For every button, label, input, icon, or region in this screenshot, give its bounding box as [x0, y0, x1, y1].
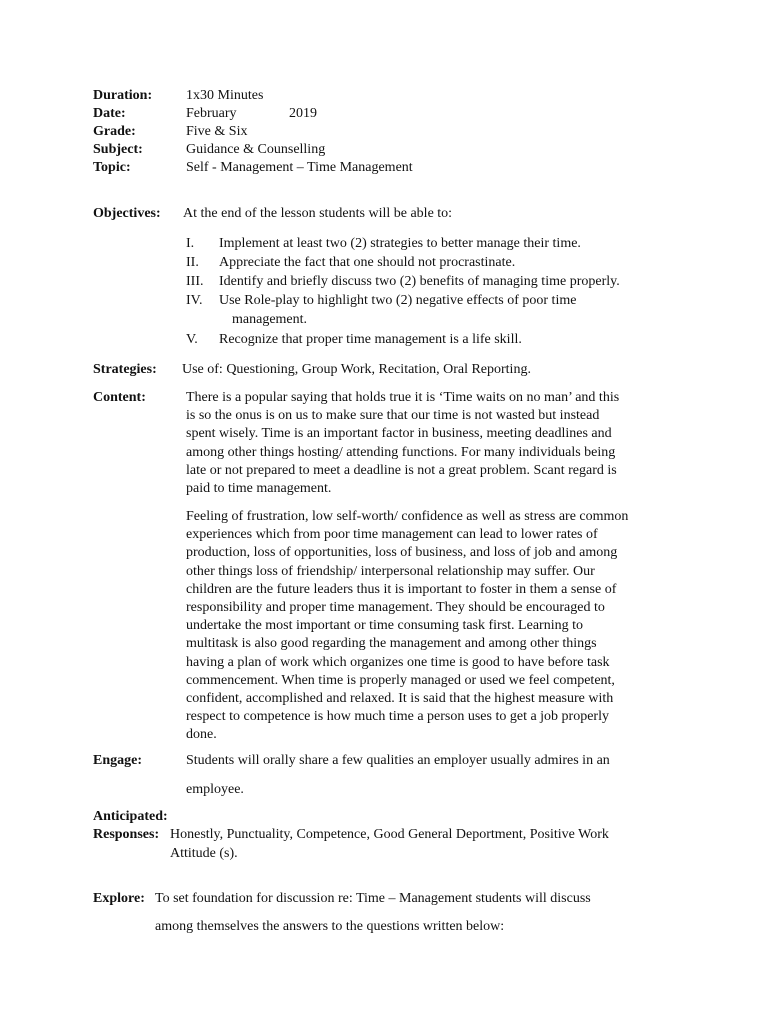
- content-paragraph-1: [186, 389, 686, 498]
- objective-number: IV.: [186, 293, 203, 308]
- objective-text: Identify and briefly discuss two (2) benefits of managing time properly.: [219, 274, 620, 289]
- explore-line-1: To set foundation for discussion re: Time – Management students will discuss: [155, 891, 591, 906]
- grade-value: Five & Six: [186, 124, 248, 139]
- duration-value: 1x30 Minutes: [186, 88, 264, 103]
- objective-text: Implement at least two (2) strategies to better manage their time.: [219, 236, 581, 251]
- content-line: is so the onus is on us to make sure that our time is not wasted but instead: [186, 408, 600, 424]
- content-line: spent wisely. Time is an important factor in business, meeting deadlines and: [186, 426, 612, 442]
- strategies-text: Use of: Questioning, Group Work, Recitation, Oral Reporting.: [182, 362, 531, 377]
- content-paragraph-2: [186, 508, 686, 744]
- engage-line-1: Students will orally share a few qualities an employer usually admires in an: [186, 753, 610, 768]
- content-line: undertake the most important or time consuming task first. Learning to: [186, 618, 583, 634]
- engage-line-2: employee.: [186, 782, 244, 797]
- responses-line-1: Honestly, Punctuality, Competence, Good General Deportment, Positive Work: [170, 827, 609, 842]
- engage-label: Engage:: [93, 753, 142, 768]
- grade-label: Grade:: [93, 124, 136, 139]
- date-label: Date:: [93, 106, 126, 121]
- explore-line-2: among themselves the answers to the questions written below:: [155, 919, 505, 934]
- date-month: February: [186, 106, 237, 121]
- objective-number: III.: [186, 274, 204, 289]
- objective-text: Recognize that proper time management is a life skill.: [219, 332, 522, 347]
- anticipated-label: Anticipated:: [93, 809, 168, 824]
- content-line: respect to competence is how much time a person uses to get a job properly: [186, 709, 609, 725]
- explore-label: Explore:: [93, 891, 145, 906]
- responses-line-2: Attitude (s).: [170, 846, 238, 861]
- content-line: paid to time management.: [186, 480, 332, 496]
- content-line: multitask is also good regarding the management and among other things: [186, 636, 597, 652]
- date-year: 2019: [289, 106, 317, 121]
- content-label: Content:: [93, 390, 146, 405]
- objective-number: II.: [186, 255, 199, 270]
- objective-text: Appreciate the fact that one should not procrastinate.: [219, 255, 516, 270]
- content-line: production, loss of opportunities, loss of business, and loss of job and among: [186, 545, 618, 561]
- content-line: confident, accomplished and relaxed. It is said that the highest measure with: [186, 690, 614, 706]
- subject-label: Subject:: [93, 142, 143, 157]
- topic-label: Topic:: [93, 160, 131, 175]
- content-line: having a plan of work which organizes one time is good to have before task: [186, 654, 610, 670]
- objective-number: I.: [186, 236, 195, 251]
- content-line: responsibility and proper time management. They should be encouraged to: [186, 599, 605, 615]
- duration-label: Duration:: [93, 88, 153, 103]
- content-line: commencement. When time is properly managed or used we feel competent,: [186, 672, 615, 688]
- content-line: There is a popular saying that holds true it is ‘Time waits on no man’ and this: [186, 390, 620, 405]
- content-line: late or not prepared to meet a deadline is not a great problem. Scant regard is: [186, 462, 617, 478]
- content-line: children are the future leaders thus it is important to foster in them a sense of: [186, 581, 617, 597]
- objectives-intro: At the end of the lesson students will be able to:: [183, 206, 453, 221]
- topic-value: Self - Management – Time Management: [186, 160, 413, 175]
- objective-text: Use Role-play to highlight two (2) negative effects of poor time: [219, 293, 577, 308]
- content-line: Feeling of frustration, low self-worth/ confidence as well as stress are common: [186, 509, 629, 524]
- content-line: among other things hosting/ attending functions. For many individuals being: [186, 444, 616, 460]
- content-line: experiences which from poor time management can lead to lower rates of: [186, 527, 598, 543]
- objective-number: V.: [186, 332, 198, 347]
- content-line: other things loss of friendship/ interpersonal relationship may suffer. Our: [186, 563, 595, 579]
- strategies-label: Strategies:: [93, 362, 157, 377]
- objectives-label: Objectives:: [93, 206, 161, 221]
- responses-label: Responses:: [93, 827, 160, 842]
- objective-text-continued: management.: [232, 312, 308, 327]
- subject-value: Guidance & Counselling: [186, 142, 326, 157]
- content-line: done.: [186, 727, 217, 743]
